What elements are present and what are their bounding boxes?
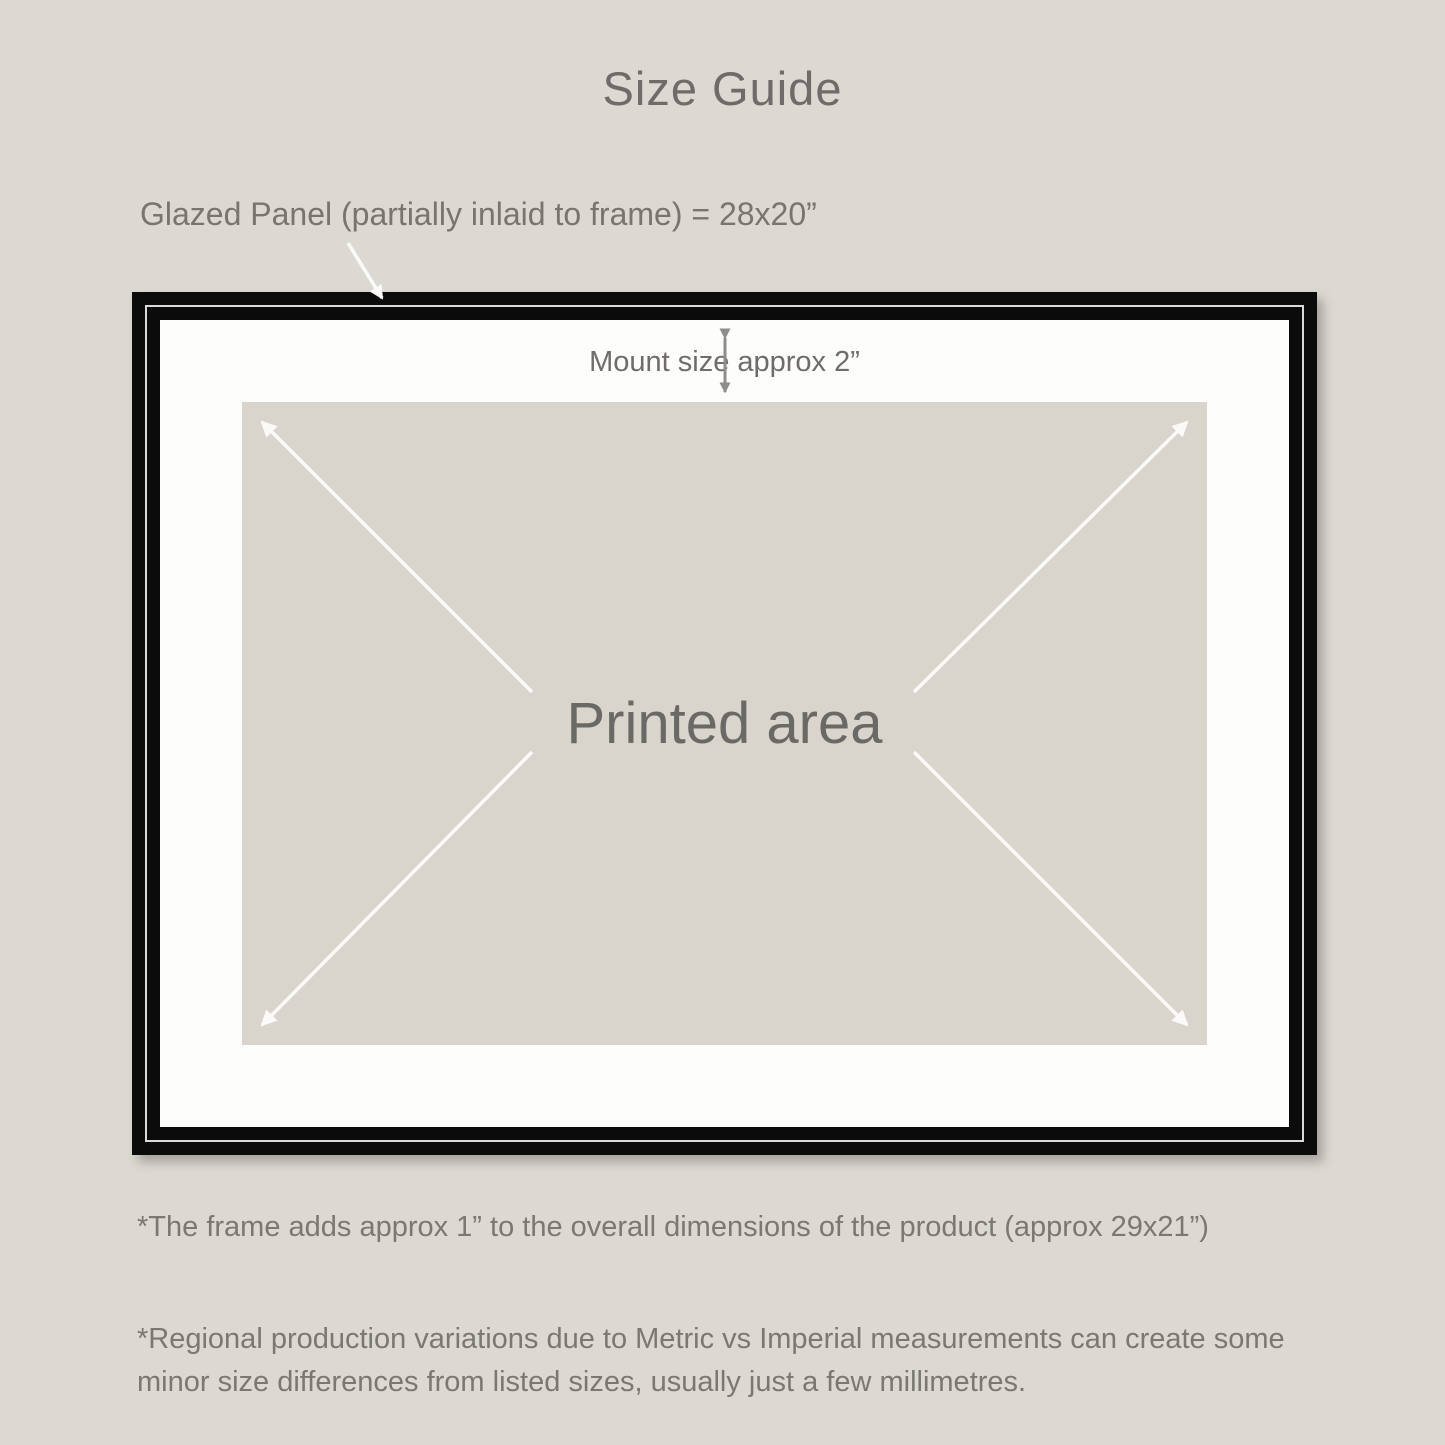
mount-board: [160, 320, 1289, 1127]
printed-area: [242, 402, 1207, 1045]
mount-size-label: Mount size approx 2”: [589, 346, 860, 378]
glazed-panel-label: Glazed Panel (partially inlaid to frame) = 28x20”: [140, 196, 817, 232]
page-title: Size Guide: [602, 62, 843, 116]
footnote-regional-line-1: *Regional production variations due to Metric vs Imperial measurements can create some: [137, 1323, 1285, 1355]
mount-size-double-arrow-icon: [715, 324, 735, 406]
footnote-frame-dimensions: *The frame adds approx 1” to the overall dimensions of the product (approx 29x21”): [137, 1211, 1209, 1243]
picture-frame: [132, 292, 1317, 1155]
frame-accent-line: [145, 305, 1304, 1142]
footnote-regional-variations: [137, 1318, 1285, 1404]
glazed-panel-pointer-arrow-icon: [330, 234, 410, 324]
footnote-regional-line-2: minor size differences from listed sizes, usually just a few millimetres.: [137, 1366, 1027, 1398]
printed-area-label: Printed area: [566, 691, 883, 756]
